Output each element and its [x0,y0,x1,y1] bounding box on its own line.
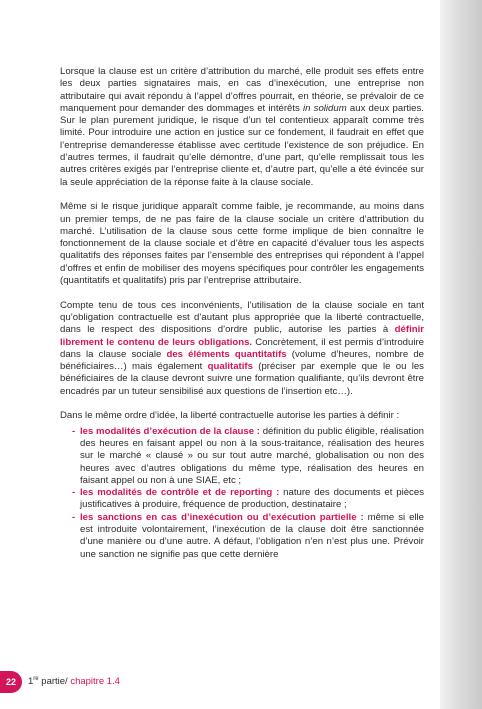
paragraph-1-italic: in solidum [303,102,347,114]
paragraph-3-text-d: (préciser par exemple que le ou les bénéficiaires de la clause devront suivre une formation qualifiante, qu’ils devront être encadrés par un tuteur sensibilisé aux questions de l’insertion etc…). [60,361,424,397]
paragraph-3-text-b: Concrètement, il est permis d’introduire dans la clause sociale [60,336,424,360]
part-number: 1 [28,676,34,687]
page-edge-shadow [440,0,482,709]
paragraph-2: Même si le risque juridique apparaît comme faible, je recommande, au moins dans un premier temps, de ne pas faire de la clause sociale un critère d’attribution du marché. L’utilisation de la clause sous cette forme implique de bien connaître le fonctionnement de la clause sociale et d’être en capacité d’évaluer tous les aspects qualitatifs des réponses faites par l’ensemble des entreprises qui répondent à l’appel d’offres et enfin de mobiliser des moyens spécifiques pour contrôler les engagements (quantitatifs et qualitatifs) pris par l’entreprise attributaire. [60,201,424,287]
highlight-qualitative: qualitatifs [207,361,253,373]
list-item-title: les modalités de contrôle et de reporting : [80,487,280,499]
list-item [60,426,424,487]
list-item-text: nature des documents et pièces justificatives à produire, fréquence de production, destinataire ; [80,487,424,511]
list-item-text: même si elle est introduite volontairement, l’inexécution de la clause doit être sanctionnée d’une manière ou d’une autre. A défaut, l’obligation n’en n’est plus une. Prévoir une sanction ne signifie pas que cette dernière [80,511,424,560]
paragraph-3-text-c: (volume d’heures, nombre de bénéficiaires…) mais également [60,348,425,373]
list-dash: - [72,487,76,499]
paragraph-3 [60,300,424,398]
paragraph-1-text-a: Lorsque la clause est un critère d’attribution du marché, elle produit ses effets entre les deux parties signataires mais, en cas d’inexécution, une entreprise non attributaire qui avait répondu à l’appel d’offres pourrait, en théorie, se prévaloir de ce manquement pour demander des dommages et intérêts [60,66,424,114]
body-text [60,66,424,561]
part-label: partie/ [38,676,68,687]
chapter-breadcrumb [28,676,120,688]
paragraph-3-text-a: Compte tenu de tous ces inconvénients, l’utilisation de la clause sociale en tant qu’obligation contractuelle est d’autant plus appropriée que la liberté contractuelle, dans le respect des dispositions d’ordre public, autorise les parties à [60,299,424,336]
list-item-title: les modalités d’exécution de la clause : [80,425,260,437]
paragraph-4-intro: Dans le même ordre d’idée, la liberté contractuelle autorise les parties à définir : [60,410,400,422]
list-dash: - [72,425,76,437]
page-number-badge: 22 [0,671,22,693]
list-item [60,487,424,512]
highlight-quantitative: des éléments quantitatifs [166,348,287,360]
part-superscript: re [33,675,39,682]
definition-list [60,426,424,561]
list-item-text: définition du public éligible, réalisation des heures en faisant appel ou non à la sous-traitance, réalisation des heures sur le marché « clausé » ou sur tout autre marché, globalisation ou non des heures avec d’autres obligations du même type, réalisation des heures en faisant appel ou non à une SIAE, etc ; [80,425,424,486]
highlight-define-freely: définir librement le contenu de leurs obligations. [60,324,424,348]
chapter-label: chapitre 1.4 [67,676,120,687]
list-item-title: les sanctions en cas d’inexécution ou d’exécution partielle : [80,511,364,523]
page-footer [0,671,300,693]
list-dash: - [72,511,76,523]
paragraph-1-text-b: aux deux parties. Sur le plan purement juridique, le risque d’un tel contentieux apparaît comme très limité. Pour introduire une action en justice sur ce fondement, il faudrait en effet que l’entreprise demanderesse établisse avec certitude l’existence de son préjudice. En d’autres termes, il faudrait qu’elle démontre, d’une part, qu’elle remplissait tous les autres critères exigés par l’entreprise cliente et, d’autre part, qu’elle a été évincée sur la seule appréciation de la réponse faite à la clause sociale. [60,102,424,188]
paragraph-1 [60,66,424,189]
list-item [60,512,424,561]
